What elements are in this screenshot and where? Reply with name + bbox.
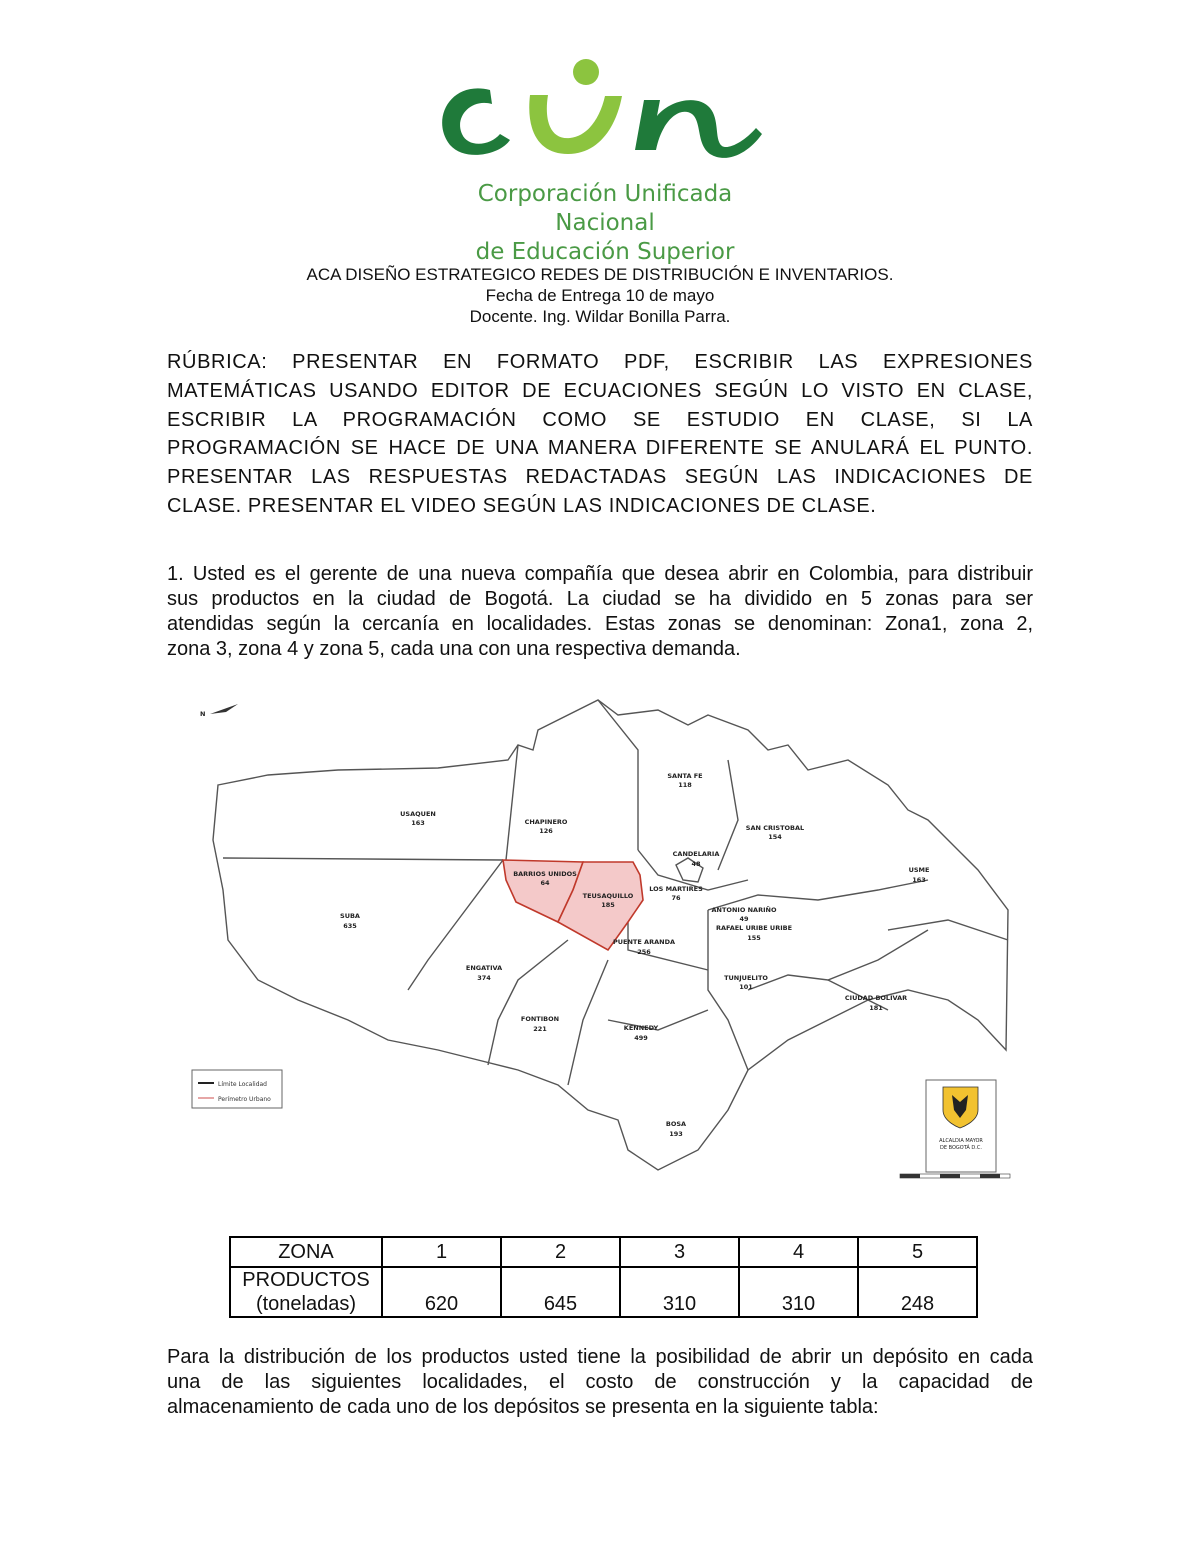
table-header-cell: 2 (501, 1237, 620, 1267)
table-header-cell: 4 (739, 1237, 858, 1267)
question-1b-paragraph (167, 1345, 1033, 1420)
row-label-line2: (toneladas) (255, 1293, 357, 1315)
legend-perimeter: Perímetro Urbano (218, 1096, 271, 1103)
seal-line1: ALCALDIA MAYOR (939, 1138, 983, 1144)
map-label: ENGATIVA (465, 964, 503, 972)
map-value: 221 (533, 1025, 547, 1033)
map-label: PUENTE ARANDA (613, 938, 675, 946)
bogota-seal (926, 1080, 996, 1172)
map-value: 49 (739, 915, 749, 923)
table-row-label (230, 1267, 382, 1317)
map-value: 499 (634, 1034, 648, 1042)
map-value: 163 (912, 876, 926, 884)
table-row (230, 1267, 977, 1317)
north-arrow-icon (200, 704, 238, 718)
question-line: Para la distribución de los productos usted tiene la posibilidad de abrir un depósito en cada (167, 1346, 1033, 1368)
map-label: SANTA FE (667, 772, 703, 780)
table-row (230, 1237, 977, 1267)
rubric-line: RÚBRICA: PRESENTAR EN FORMATO PDF, ESCRIBIR LAS EXPRESIONES (167, 351, 1033, 373)
map-label: CANDELARIA (672, 850, 720, 858)
table-cell: 620 (382, 1267, 501, 1317)
rubric-line: CLASE. PRESENTAR EL VIDEO SEGÚN LAS INDICACIONES DE CLASE. (167, 494, 877, 517)
map-label: CIUDAD BOLIVAR (844, 994, 908, 1002)
map-label: KENNEDY (623, 1024, 659, 1032)
map-label: BOSA (665, 1120, 687, 1128)
map-value: 181 (869, 1004, 883, 1012)
rubric-line: MATEMÁTICAS USANDO EDITOR DE ECUACIONES SEGÚN LO VISTO EN CLASE, (167, 379, 1033, 402)
map-value: 635 (343, 922, 357, 930)
table-header-cell: ZONA (230, 1237, 382, 1267)
institution-name (440, 180, 770, 267)
map-value: 155 (747, 934, 761, 942)
demand-table (229, 1236, 978, 1318)
map-value: 374 (477, 974, 491, 982)
map-label: USAQUEN (400, 810, 436, 818)
map-value: 154 (768, 833, 782, 841)
map-label: USME (908, 866, 930, 874)
map-value: 126 (539, 827, 553, 835)
document-header (0, 264, 1200, 327)
map-legend (192, 1070, 282, 1108)
seal-line2: DE BOGOTÁ D.C. (940, 1145, 982, 1151)
map-value: 163 (411, 819, 425, 827)
svg-text:N: N (200, 710, 206, 718)
bogota-localities-map (188, 690, 1018, 1190)
table-cell: 645 (501, 1267, 620, 1317)
map-value: 193 (669, 1130, 683, 1138)
rubric-line: ESCRIBIR LA PROGRAMACIÓN COMO SE ESTUDIO EN CLASE, SI LA (167, 408, 1033, 431)
question-line: una de las siguientes localidades, el costo de construcción y la capacidad de (167, 1371, 1033, 1393)
map-value: 256 (637, 948, 651, 956)
question-line: atendidas según la cercanía en localidades. Estas zonas se denominan: Zona1, zona 2, (167, 613, 1033, 635)
map-label: BARRIOS UNIDOS (513, 870, 577, 878)
teacher-name: Docente. Ing. Wildar Bonilla Parra. (469, 307, 731, 326)
map-label: RAFAEL URIBE URIBE (715, 924, 793, 932)
legend-limit: Límite Localidad (218, 1081, 267, 1088)
row-label-line1: PRODUCTOS (242, 1269, 370, 1291)
map-value: 185 (601, 901, 615, 909)
map-value: 48 (691, 860, 701, 868)
institution-name-line2: de Educación Superior (475, 239, 735, 265)
rubric-line: PROGRAMACIÓN SE HACE DE UNA MANERA DIFERENTE SE ANULARÁ EL PUNTO. (167, 437, 1033, 460)
question-line: 1. Usted es el gerente de una nueva compañía que desea abrir en Colombia, para distribuir (167, 563, 1033, 585)
table-cell: 310 (739, 1267, 858, 1317)
map-value: 76 (671, 894, 681, 902)
institution-name-line1: Corporación Unificada Nacional (477, 181, 733, 236)
map-label: CHAPINERO (524, 818, 568, 826)
question-line: sus productos en la ciudad de Bogotá. La ciudad se ha dividido en 5 zonas para ser (167, 588, 1033, 610)
map-label: TUNJUELITO (724, 974, 768, 982)
map-label: SUBA (340, 912, 360, 920)
rubric-line: PRESENTAR LAS RESPUESTAS REDACTADAS SEGÚN LAS INDICACIONES DE (167, 466, 1033, 489)
map-value: 101 (739, 983, 753, 991)
map-label: TEUSAQUILLO (582, 892, 634, 900)
question-line: almacenamiento de cada uno de los depósitos se presenta en la siguiente tabla: (167, 1396, 879, 1418)
delivery-date: Fecha de Entrega 10 de mayo (485, 286, 715, 305)
table-cell: 310 (620, 1267, 739, 1317)
map-label: LOS MARTIRES (649, 885, 703, 893)
map-label: ANTONIO NARIÑO (711, 906, 777, 914)
map-label: FONTIBON (520, 1015, 560, 1023)
rubric-paragraph (167, 348, 1033, 521)
document-title: ACA DISEÑO ESTRATEGICO REDES DE DISTRIBUCIÓN E INVENTARIOS. (306, 265, 894, 284)
map-value: 64 (540, 879, 550, 887)
table-header-cell: 5 (858, 1237, 977, 1267)
map-label: SAN CRISTOBAL (745, 824, 805, 832)
question-line: zona 3, zona 4 y zona 5, cada una con una respectiva demanda. (167, 638, 741, 660)
question-1-paragraph (167, 562, 1033, 662)
table-cell: 248 (858, 1267, 977, 1317)
map-value: 118 (678, 781, 692, 789)
scale-bar (900, 1174, 1010, 1178)
table-header-cell: 3 (620, 1237, 739, 1267)
table-header-cell: 1 (382, 1237, 501, 1267)
